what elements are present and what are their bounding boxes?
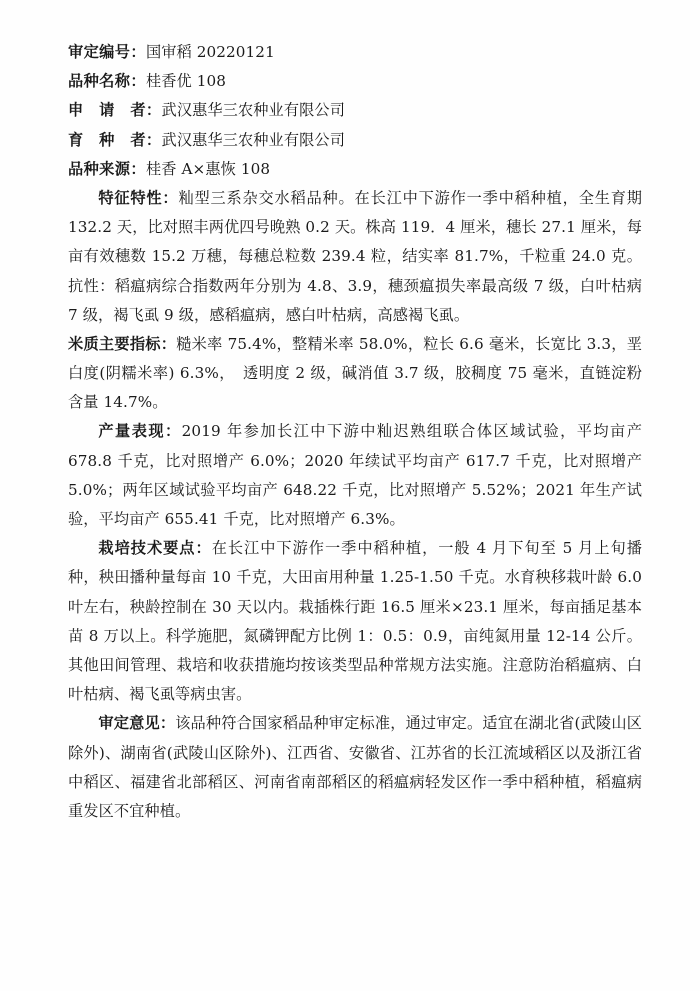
section-rice-quality <box>68 330 642 418</box>
section-text: 籼型三系杂交水稻品种。在长江中下游作一季中稻种植，全生育期 132.2 天，比对照丰两优四号晚熟 0.2 天。株高 119．4 厘米，穗长 27.1 厘米，每亩有效穗数 15.2 万穗，每穗总粒数 239.4 粒，结实率 81.7%，千粒重 24.0 克。抗性：稻瘟病综合指数两年分别为 4.8、3.9，穗颈瘟损失率最高级 7 级，白叶枯病 7 级，褐飞虱 9 级，感稻瘟病，感白叶枯病，高感褐飞虱。 <box>68 188 643 324</box>
section-characteristics <box>68 184 642 330</box>
section-cultivation <box>68 534 642 709</box>
field-value: 国审稻 20220121 <box>145 43 275 61</box>
field-label: 育 种 者： <box>68 130 162 149</box>
field-row-applicant <box>68 96 642 125</box>
field-row-approval-number <box>68 38 642 67</box>
field-value: 武汉惠华三农种业有限公司 <box>161 101 345 120</box>
field-label: 申 请 者： <box>68 101 162 120</box>
section-heading: 栽培技术要点： <box>98 539 212 558</box>
field-value: 武汉惠华三农种业有限公司 <box>161 130 345 149</box>
section-text: 在长江中下游作一季中稻种植，一般 4 月下旬至 5 月上旬播种，秧田播种量每亩 10 千克，大田亩用种量 1.25-1.50 千克。水育秧移栽叶龄 6.0 叶左右，秧龄控制在 30 天以内。栽插株行距 16.5 厘米×23.1 厘米，每亩插足基本苗 8 万以上。科学施肥，氮磷钾配方比例 1：0.5：0.9，亩纯氮用量 12-14 公斤。其他田间管理、栽培和收获措施均按该类型品种常规方法实施。注意防治稻瘟病、白叶枯病、褐飞虱等病虫害。 <box>68 539 643 704</box>
document-body <box>68 38 642 826</box>
section-text: 糙米率 75.4%，整精米率 58.0%，粒长 6.6 毫米，长宽比 3.3，垩白度(阴糯米率) 6.3%， 透明度 2 级，碱消值 3.7 级，胶稠度 75 毫米，直链淀粉含量 14.7%。 <box>68 334 642 412</box>
section-heading: 米质主要指标： <box>68 334 177 353</box>
field-row-origin <box>68 155 642 184</box>
section-text: 该品种符合国家稻品种审定标准，通过审定。适宜在湖北省(武陵山区除外)、湖南省(武陵山区除外)、江西省、安徽省、江苏省的长江流域稻区以及浙江省中稻区、福建省北部稻区、河南省南部稻区的稻瘟病轻发区作一季中稻种植，稻瘟病重发区不宜种植。 <box>68 714 642 820</box>
field-row-breeder <box>68 126 642 155</box>
field-label: 品种来源： <box>68 159 146 178</box>
section-heading: 特征特性： <box>98 188 179 207</box>
field-value: 桂香 A×惠恢 108 <box>145 159 271 178</box>
field-value: 桂香优 108 <box>145 72 227 91</box>
section-yield <box>68 417 642 534</box>
section-text: 2019 年参加长江中下游中籼迟熟组联合体区域试验，平均亩产 678.8 千克，比对照增产 6.0%；2020 年续试平均亩产 617.7 千克，比对照增产 5.0%；两年区域试验平均亩产 648.22 千克，比对照增产 5.52%；2021 年生产试验，平均亩产 655.41 千克，比对照增产 6.3%。 <box>68 422 643 528</box>
section-heading: 审定意见： <box>98 714 176 733</box>
field-label: 品种名称： <box>68 72 146 91</box>
field-row-variety-name <box>68 67 642 96</box>
section-heading: 产量表现： <box>98 422 182 441</box>
section-review-opinion <box>68 709 642 826</box>
field-label: 审定编号： <box>68 43 146 61</box>
